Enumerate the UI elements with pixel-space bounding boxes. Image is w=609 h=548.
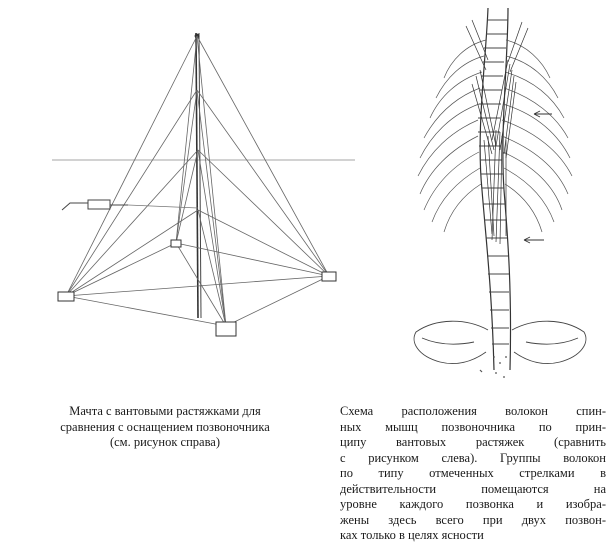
caption-right-line: Схема расположения волокон спин-: [340, 404, 606, 418]
caption-right-line: уровне каждого позвонка и изобра-: [340, 497, 606, 511]
caption-right-line: действительности помещаются на: [340, 481, 606, 496]
caption-right-line: ципу вантовых растяжек (сравнить: [340, 435, 606, 449]
caption-right-line: по типу отмеченных стрелками в: [340, 466, 606, 480]
caption-right-line: жены здесь всего при двух позвон-: [340, 512, 606, 527]
arrows: [524, 111, 552, 243]
ribs: [418, 40, 572, 232]
spine-muscles-figure: [396, 0, 609, 390]
arrow-lower: [524, 237, 544, 243]
caption-right-line: ных мышц позвоночника по прин-: [340, 419, 606, 434]
caption-right: [340, 404, 606, 544]
winch-cart: [62, 200, 198, 210]
caption-left-line: Мачта с вантовыми растяжками для: [69, 404, 261, 418]
mast-guy-wires-figure: [0, 0, 360, 370]
caption-right-line: с рисунком слева). Группы волокон: [340, 450, 606, 465]
caption-left-line: сравнения с оснащением позвоночника: [60, 419, 270, 434]
caption-left-line: (см. рисунок справа): [109, 435, 221, 449]
caption-right-line: ках только в целях ясности: [340, 528, 484, 542]
arrow-upper: [534, 111, 552, 117]
caption-left: [0, 404, 330, 451]
